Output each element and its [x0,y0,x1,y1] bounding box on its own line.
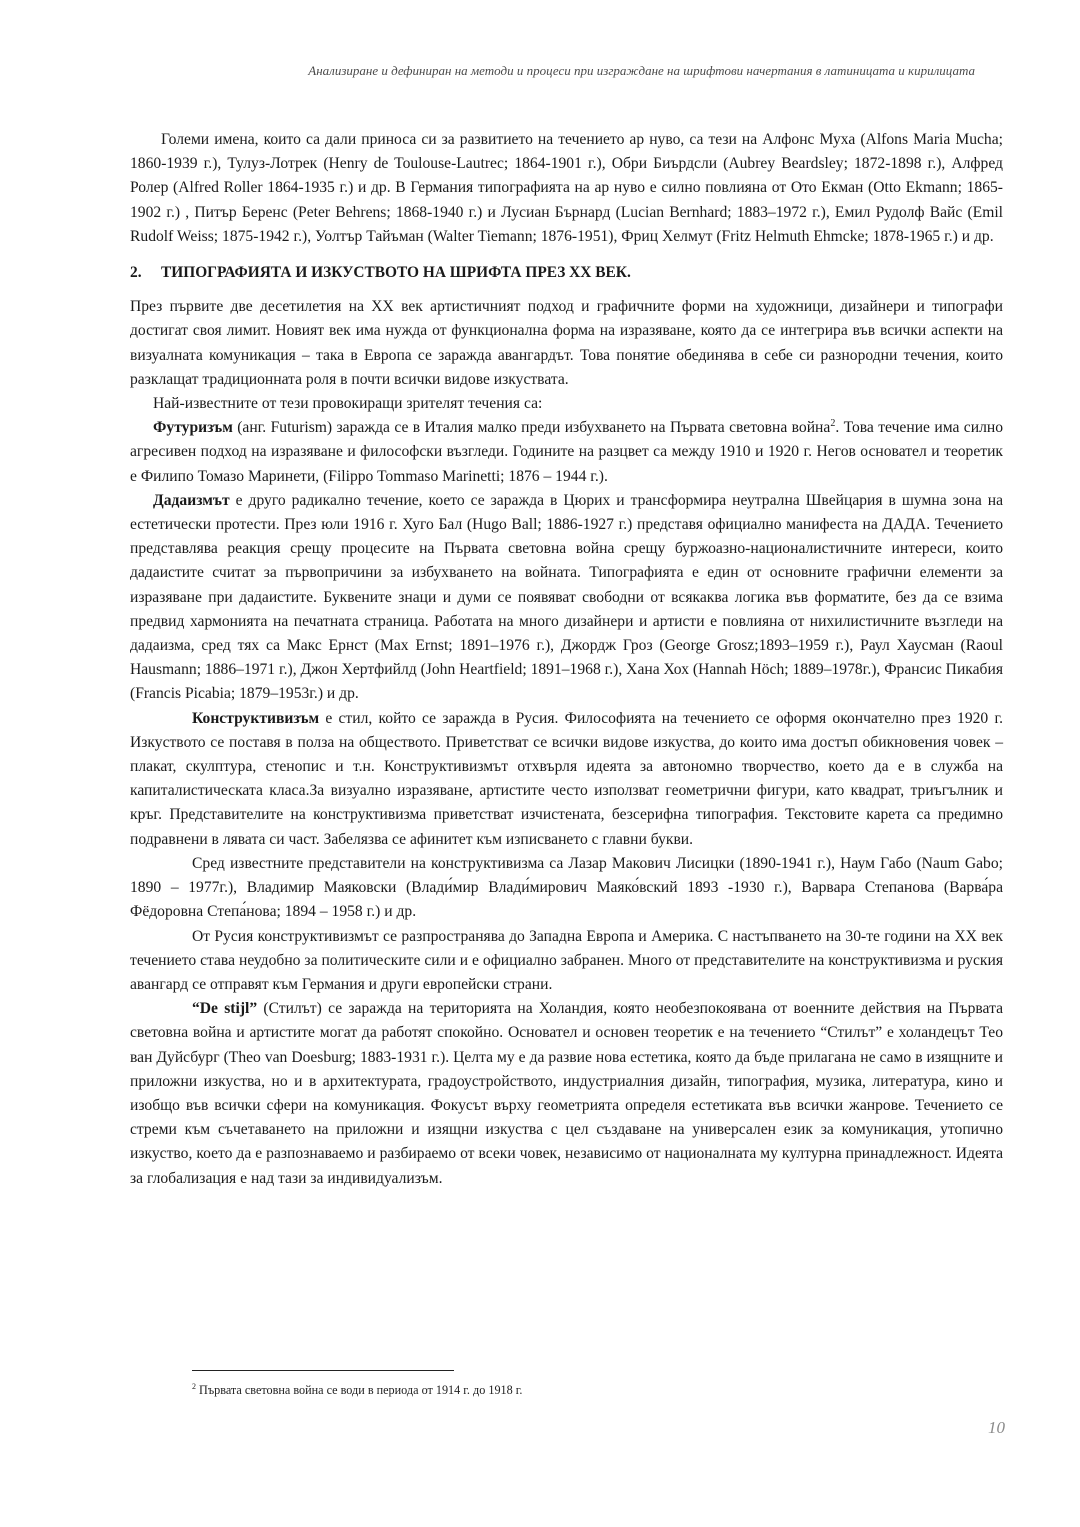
paragraph-constructivism-spread: От Русия конструктивизмът се разпространява до Западна Европа и Америка. С настъпването на 30-те години на ХХ век течението става неудобно за политическите сили и е официално забранен. Много от представителите на конструктивизма и руския авангард се отправят към Германия и други европейски страни. [130,927,1003,993]
term-futurism: Футуризъм [153,419,233,437]
section-title: ТИПОГРАФИЯТА И ИЗКУСТВОТО НА ШРИФТА ПРЕЗ ХХ ВЕК. [161,264,631,282]
term-constructivism: Конструктивизъм [192,709,320,727]
main-text [130,128,1003,1191]
running-header: Анализиране и дефиниран на методи и процеси при изграждане на шрифтови начертания в латиницата и кирилицата [308,63,975,78]
term-dadaism: Дадаизмът [153,491,230,509]
paragraph-dadaism [130,489,1003,707]
term-de-stijl: “De stijl” [192,1000,258,1018]
paragraph-avant-garde: През първите две десетилетия на ХХ век артистичният подход и графичните форми на художници, дизайнери и типографи достигат своя лимит. Новият век има нужда от функционална форма на изразяване, която да се интегрира във всички аспекти на визуалната комуникация – така в Европа се заражда авангардът. Това понятие обединява в себе си разнородни течения, които разклащат традиционната роля в почти всички видове изкуствата. [130,298,1003,388]
constructivism-text: е стил, който се заражда в Русия. Философията на течението се оформя окончателно през 1920 г. Изкуството се поставя в полза на обществото. Приветстват се всички видове изкуства, до които има достъп обикновения човек – плакат, скулптура, стенопис и т.н. Конструктивизмът отхвърля идеята за автономно творчество, което да е в служба на капиталистическата класа.За визуално изразяване, артистите често използват геометрични фигури, като квадрат, триъгълник и кръг. Представителите на конструктивизма приветстват изчистената, безсерифна типография. Текстовите карета са предимно подравнени в лявата си част. Забелязва се афинитет към изписването с главни букви. [130,709,1003,848]
paragraph-de-stijl [130,997,1003,1191]
paragraph-art-nouveau-names: Големи имена, които са дали приноса си за развитието на течението ар нуво, са тези на Алфонс Муха (Alfons Maria Mucha; 1860-1939 г.), Тулуз-Лотрек (Henry de Toulouse-Lautrec; 1864-1901 г.), Обри Биърдсли (Aubrey Beardsley; 1872-1898 г.), Алфред Ролер (Alfred Roller 1864-1935 г.) и др. В Германия типографията на ар нуво е силно повлияна от Ото Екман (Otto Ekmann; 1865-1902 г.) , Питър Беренс (Peter Behrens; 1868-1940 г.) и Лусиан Бърнард (Lucian Bernhard; 1883–1972 г.), Емил Рудолф Вайс (Emil Rudolf Weiss; 1875-1942 г.), Уолтър Тайъман (Walter Tiemann; 1876-1951), Фриц Хелмут (Fritz Helmuth Ehmcke; 1878-1965 г.) и др. [130,131,1003,245]
page-number: 10 [988,1418,1005,1437]
section-number: 2. [130,264,142,282]
footnote-marker: 2 [192,1381,196,1391]
footnote-separator [192,1370,454,1371]
section-heading [130,261,1003,285]
futurism-text-a: (анг. Futurism) заражда се в Италия малко преди избухването на Първата световна война [232,419,831,437]
footnote [192,1383,522,1398]
footnote-text: Първата световна война се води в периода от 1914 г. до 1918 г. [196,1383,523,1397]
de-stijl-text: (Стилът) се заражда на територията на Холандия, която необезпокоявана от военните действия на Първата световна война и артистите могат да работят спокойно. Основател и основен теоретик е на течението “Стилът” е холандецът Тео ван Дуйсбург (Theo van Doesburg; 1883-1931 г.). Целта му е да развие нова естетика, която да бъде прилагана не само в изящните и приложни изкуства, но и в архитектурата, градоустройството, индустриалния дизайн, типография, музика, литература, кино и изобщо във всички сфери на комуникация. Фокусът върху геометрията определя естетиката във всички жанрове. Течението се стреми към съчетаването на приложни и изящни изкуства с цел създаване на универсален език за комуникация, утопично изкуство, което да е разпознаваемо и разбираемо от всеки човек, независимо от националната му културна принадлежност. Идеята за глобализация е над тази за индивидуализъм. [130,1000,1003,1187]
paragraph-constructivism [130,707,1003,852]
futurism-text-b: . Това течение има силно агресивен подход на изразяване и философски възгледи. Годините на разцвет са между 1910 и 1920 г. Негов основател и теоретик е Филипо Томазо Маринети, (Filippo Tommaso Marinetti; 1876 – 1944 г.). [130,419,1003,485]
paragraph-futurism [130,416,1003,489]
paragraph-constructivism-representatives: Сред известните представители на конструктивизма са Лазар Макович Лисицки (1890-1941 г.), Наум Габо (Naum Gabo; 1890 – 1977г.), Владимир Маяковски (Влади́мир Влади́мирович Маяко́вский 1893 -1930 г.), Варвара Степанова (Варва́ра Фёдоровна Степа́нова; 1894 – 1958 г.) и др. [130,854,1003,921]
dadaism-text: е друго радикално течение, което се заражда в Цюрих и трансформира неутрална Швейцария в шумна зона на естетически протести. През юли 1916 г. Хуго Бал (Hugo Ball; 1886-1927 г.) представя официално манифеста на ДАДА. Течението представлява реакция срещу процесите на Първата световна война срещу буржоазно-националистичните интереси, които дадаистите считат за първопричини за избухването на войната. Типографията е един от основните графични елементи за изразяване при дадаистите. Буквените знаци и думи се появяват свободни от всякаква логика във форматите, без да се взима предвид хармонията на печатната страница. Работата на много дизайнери и артисти е повлияна от нихилистичните възгледи на дадаизма, сред тях са Макс Ернст (Max Ernst; 1891–1976 г.), Джордж Гроз (George Grosz;1893–1959 г.), Раул Хаусман (Raoul Hausmann; 1886–1971 г.), Джон Хертфийлд (John Heartfield; 1891–1968 г.), Хана Хох (Hannah Höch; 1889–1978г.), Франсис Пикабия (Francis Picabia; 1879–1953г.) и др. [130,491,1003,703]
paragraph-movements-intro: Най-известните от тези провокиращи зрителят течения са: [153,395,543,413]
footnote-reference[interactable]: 2 [830,418,836,430]
